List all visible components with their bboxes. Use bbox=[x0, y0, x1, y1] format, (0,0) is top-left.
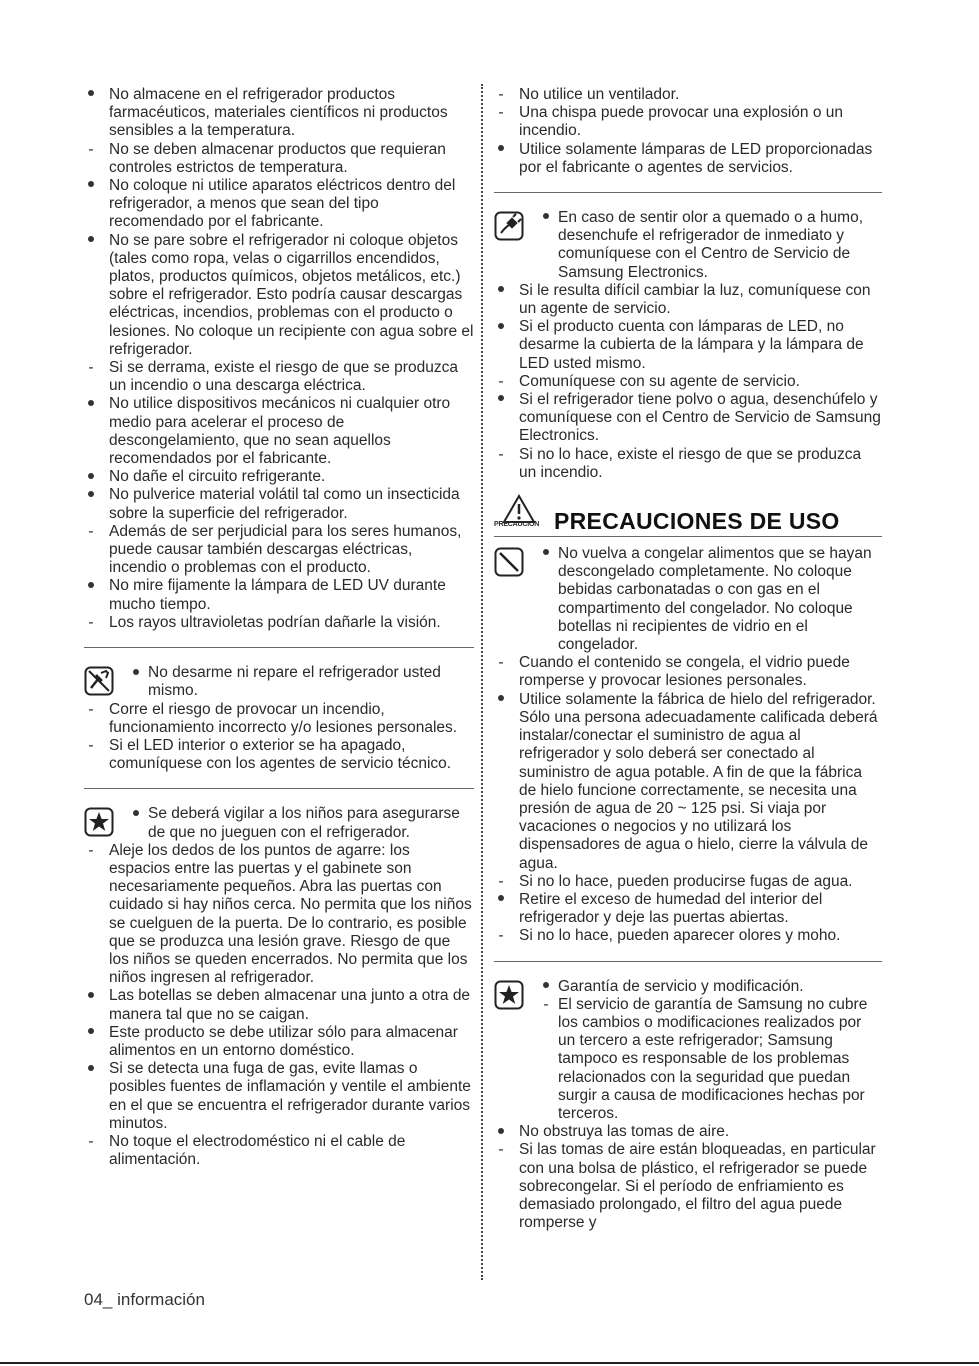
bullet-marker bbox=[494, 1123, 508, 1141]
bullet-marker bbox=[494, 391, 508, 409]
unplug-icon bbox=[494, 211, 524, 241]
list-item: - Corre el riesgo de provocar un incendio, funcionamiento incorrecto y/o lesiones personales. bbox=[84, 701, 474, 737]
list-item: Este producto se debe utilizar sólo para almacenar alimentos en un entorno doméstico. bbox=[84, 1024, 474, 1060]
list-item: Utilice solamente lámparas de LED proporcionadas por el fabricante o agentes de servicios. bbox=[494, 141, 882, 177]
right-list-2 bbox=[494, 282, 882, 482]
bullet-marker bbox=[84, 395, 98, 413]
list-item: - Además de ser perjudicial para los seres humanos, puede causar también descargas eléctricas, incendio o problemas con el producto. bbox=[84, 523, 474, 578]
dash-marker bbox=[84, 1133, 98, 1151]
divider bbox=[84, 647, 474, 648]
dash-marker bbox=[84, 141, 98, 159]
page-footer: 04_ información bbox=[84, 1290, 205, 1309]
left-list-2 bbox=[84, 701, 474, 774]
left-list-1 bbox=[84, 86, 474, 632]
bullet-marker bbox=[84, 468, 98, 486]
list-item: - Si no lo hace, pueden producirse fugas de agua. bbox=[494, 873, 882, 891]
right-list-1 bbox=[494, 86, 882, 177]
list-item: Si el producto cuenta con lámparas de LED, no desarme la cubierta de la lámpara y la lámpara de LED usted mismo. bbox=[494, 318, 882, 373]
list-item: No almacene en el refrigerador productos farmacéuticos, materiales científicos ni productos sensibles a la temperatura. bbox=[84, 86, 474, 141]
bullet-marker bbox=[84, 232, 98, 250]
list-item: - Aleje los dedos de los puntos de agarre: los espacios entre las puertas y el gabinete son necesariamente pequeños. Abra las puertas con cuidado si hay niños cerca. No permita que los niños se cuelguen de la puerta. De lo contrario, es posible que se produzca una lesión grave. Riesgo de que los niños se queden encerrados. No permita que los niños ingresen al refrigerador. bbox=[84, 842, 474, 988]
caution-symbol bbox=[494, 494, 546, 534]
dash-marker bbox=[494, 927, 508, 945]
list-item: Utilice solamente la fábrica de hielo del refrigerador. Sólo una persona adecuadamente calificada deberá instalar/conectar el suministro de agua al refrigerador y solo deberá ser conectado al suministro de agua potable. A fin de que la fábrica de hielo funcione correctamente, se necesita una presión de agua de 20 ~ 125 psi. Si viaja por vacaciones o negocios y no utilizará los dispensadores de agua o hielo, cierre la válvula de agua. bbox=[494, 691, 882, 873]
list-item: - Cuando el contenido se congela, el vidrio puede romperse y provocar lesiones personales. bbox=[494, 654, 882, 690]
list-item: Si le resulta difícil cambiar la luz, comuníquese con un agente de servicio. bbox=[494, 282, 882, 318]
dash-marker bbox=[84, 701, 98, 719]
list-item: - Comuníquese con su agente de servicio. bbox=[494, 373, 882, 391]
no-disassemble-icon bbox=[84, 666, 114, 696]
dash-marker bbox=[494, 654, 508, 672]
bullet-marker bbox=[84, 86, 98, 104]
list-item: Retire el exceso de humedad del interior del refrigerador y deje las puertas abiertas. bbox=[494, 891, 882, 927]
dash-marker bbox=[494, 873, 508, 891]
list-item: No mire fijamente la lámpara de LED UV durante mucho tiempo. bbox=[84, 577, 474, 613]
list-item: - Si el LED interior o exterior se ha apagado, comuníquese con los agentes de servicio técnico. bbox=[84, 737, 474, 773]
warranty-note: Garantía de servicio y modificación. - El servicio de garantía de Samsung no cubre los cambios o modificaciones realizados por un tercero a este refrigerador; Samsung tampoco es responsable de los problemas relacionados con la seguridad que puedan surgir a causa de modificaciones hechas por terceros. bbox=[494, 978, 882, 1124]
list-item: No coloque ni utilice aparatos eléctricos dentro del refrigerador, a menos que sean del tipo recomendado por el fabricante. bbox=[84, 177, 474, 232]
section-title: PRECAUCIONES DE USO bbox=[554, 508, 840, 535]
prohibited-icon bbox=[494, 547, 524, 577]
list-item: No dañe el circuito refrigerante. bbox=[84, 468, 474, 486]
dash-marker bbox=[494, 86, 508, 104]
list-item: - No se deben almacenar productos que requieran controles estrictos de temperatura. bbox=[84, 141, 474, 177]
list-item: No obstruya las tomas de aire. bbox=[494, 1123, 882, 1141]
divider bbox=[494, 192, 882, 193]
dash-marker bbox=[84, 359, 98, 377]
bullet-marker bbox=[494, 141, 508, 159]
bullet-marker bbox=[494, 318, 508, 336]
list-item: Las botellas se deben almacenar una junto a otra de manera tal que no se caigan. bbox=[84, 987, 474, 1023]
bottom-rule bbox=[0, 1362, 979, 1364]
list-item: No utilice dispositivos mecánicos ni cualquier otro medio para acelerar el proceso de descongelamiento, que no sean aquellos recomendados por el fabricante. bbox=[84, 395, 474, 468]
section-header bbox=[494, 494, 882, 534]
bullet-marker bbox=[494, 691, 508, 709]
list-item: - No utilice un ventilador. bbox=[494, 86, 882, 104]
bullet-marker bbox=[84, 177, 98, 195]
dash-marker bbox=[494, 1141, 508, 1159]
list-item: Si se detecta una fuga de gas, evite llamas o posibles fuentes de inflamación y ventile el ambiente en el que se encuentra el refrigerador durante varios minutos. bbox=[84, 1060, 474, 1133]
dash-marker bbox=[494, 446, 508, 464]
list-item: - Los rayos ultravioletas podrían dañarle la visión. bbox=[84, 614, 474, 632]
bullet-marker bbox=[84, 1060, 98, 1078]
important-note: Se deberá vigilar a los niños para asegurarse de que no jueguen con el refrigerador. bbox=[84, 805, 474, 841]
list-item: - Si no lo hace, pueden aparecer olores y moho. bbox=[494, 927, 882, 945]
bullet-marker bbox=[494, 282, 508, 300]
dash-marker bbox=[494, 104, 508, 122]
bullet-marker bbox=[84, 987, 98, 1005]
bullet-marker bbox=[84, 486, 98, 504]
column-divider bbox=[481, 84, 483, 1280]
dash-marker bbox=[494, 373, 508, 391]
list-item: - No toque el electrodoméstico ni el cable de alimentación. bbox=[84, 1133, 474, 1169]
list-item: - Una chispa puede provocar una explosión o un incendio. bbox=[494, 104, 882, 140]
right-list-3 bbox=[494, 654, 882, 945]
list-item: Si el refrigerador tiene polvo o agua, desenchúfelo y comuníquese con el Centro de Servicio de Samsung Electronics. bbox=[494, 391, 882, 446]
list-item: - Si se derrama, existe el riesgo de que se produzca un incendio o una descarga eléctrica. bbox=[84, 359, 474, 395]
bullet-marker bbox=[84, 1024, 98, 1042]
caution-label: PRECAUCIÓN bbox=[494, 520, 540, 528]
right-list-4 bbox=[494, 1123, 882, 1232]
right-column bbox=[494, 86, 882, 1232]
left-column bbox=[84, 86, 474, 1169]
divider bbox=[494, 961, 882, 962]
dash-marker bbox=[84, 737, 98, 755]
divider bbox=[84, 788, 474, 789]
dash-marker bbox=[84, 842, 98, 860]
important-star-icon bbox=[84, 807, 114, 837]
warning-note: No desarme ni repare el refrigerador usted mismo. bbox=[84, 664, 474, 700]
important-star-icon bbox=[494, 980, 524, 1010]
list-item: No pulverice material volátil tal como un insecticida sobre la superficie del refrigerador. bbox=[84, 486, 474, 522]
dash-marker bbox=[84, 614, 98, 632]
section-rule bbox=[494, 536, 882, 537]
list-item: No se pare sobre el refrigerador ni coloque objetos (tales como ropa, velas o cigarrillos encendidos, platos, productos químicos, objetos metálicos, etc.) sobre el refrigerador. Esto podría causar descargas eléctricas, incendios, problemas con el producto o lesiones. No coloque un recipiente con agua sobre el refrigerador. bbox=[84, 232, 474, 359]
list-item: - Si las tomas de aire están bloqueadas, en particular con una bolsa de plástico, el refrigerador se puede sobrecongelar. Si el período de enfriamiento es demasiado prolongado, el filtro del agua puede romperse y bbox=[494, 1141, 882, 1232]
list-item: - Si no lo hace, existe el riesgo de que se produzca un incendio. bbox=[494, 446, 882, 482]
prohibited-note: No vuelva a congelar alimentos que se hayan descongelado completamente. No coloque bebidas carbonatadas o con gas en el compartimento del congelador. No coloque botellas ni recipientes de vidrio en el congelador. bbox=[494, 545, 882, 654]
bullet-marker bbox=[84, 577, 98, 595]
bullet-marker bbox=[494, 891, 508, 909]
left-list-3 bbox=[84, 842, 474, 1170]
unplug-note: En caso de sentir olor a quemado o a humo, desenchufe el refrigerador de inmediato y comuníquese con el Centro de Servicio de Samsung Electronics. bbox=[494, 209, 882, 282]
dash-marker bbox=[84, 523, 98, 541]
